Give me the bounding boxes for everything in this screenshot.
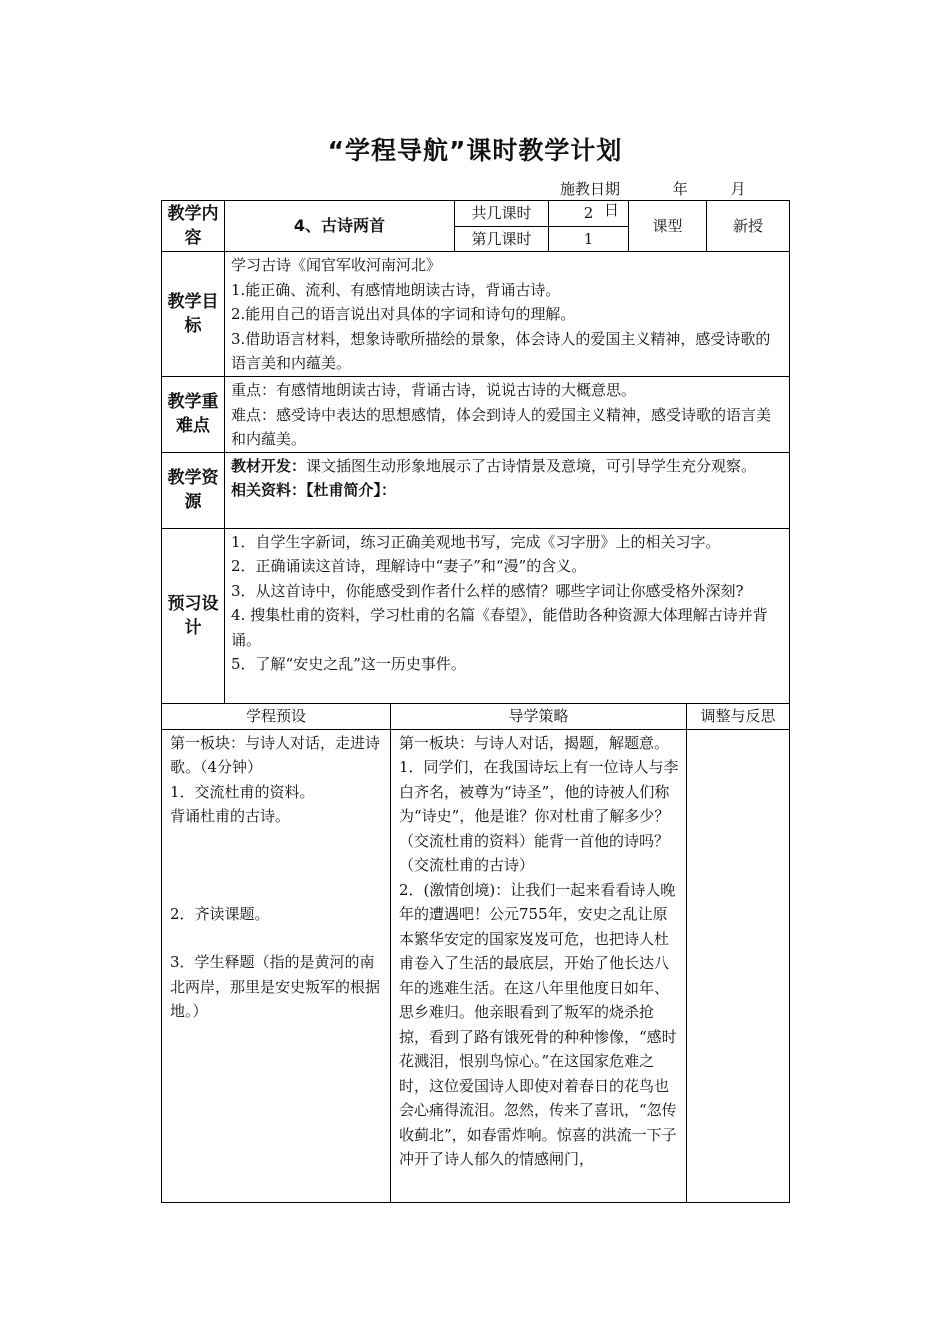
date-day: 日 bbox=[604, 201, 620, 219]
goals-line: 3.借助语言材料，想象诗歌所描绘的景象，体会诗人的爱国主义精神，感受诗歌的语言美和内蕴美。 bbox=[231, 329, 771, 372]
preview-line: 2．正确诵读这首诗，理解诗中“妻子”和“漫”的含义。 bbox=[231, 557, 587, 575]
lesson-no-label: 第几课时 bbox=[455, 226, 549, 252]
preview-label: 预习设计 bbox=[162, 528, 225, 703]
key-point-line: 难点：感受诗中表达的思想感情，体会到诗人的爱国主义精神，感受诗歌的语言美和内蕴美。 bbox=[231, 405, 772, 448]
preview-line: 1．自学生字新词，练习正确美观地书写，完成《习字册》上的相关习字。 bbox=[231, 532, 721, 551]
teacher-para: 1．同学们，在我国诗坛上有一位诗人与李白齐名，被尊为“诗圣”，他的诗被人们称为“诗史”，他是谁？你对杜甫了解多少？（交流杜甫的资料）能背一首他的诗吗？（交流杜甫的古诗） bbox=[399, 758, 679, 874]
key-points-content bbox=[225, 377, 790, 453]
related-label: 相关资料： bbox=[231, 481, 307, 499]
material-text: 课文插图生动形象地展示了古诗情景及意境，可引导学生充分观察。 bbox=[306, 456, 757, 475]
column-reflection-header: 调整与反思 bbox=[687, 704, 790, 730]
goals-line: 1.能正确、流利、有感情地朗读古诗，背诵古诗。 bbox=[231, 280, 561, 299]
key-points-label: 教学重难点 bbox=[162, 377, 225, 453]
teacher-para: 2．(激情创境)：让我们一起来看看诗人晚年的遭遇吧！公元755年，安史之乱让原本繁华安定的国家岌岌可危，也把诗人杜甫卷入了生活的最底层，开始了他长达八年的逃难生活。在这八年里他度日如年、思乡难归。他亲眼看到了叛军的烧杀抢掠，看到了路有饿死骨的种种惨像，“感时花溅泪，恨别鸟惊心。”在这国家危难之时，这位爱国诗人即使对着春日的花鸟也会心痛得流泪。忽然，传来了喜讯，“忽传收蓟北”，如春雷炸响。惊喜的洪流一下子冲开了诗人郁久的情感闸门， bbox=[399, 880, 677, 1168]
page-title: “学程导航”课时教学计划 bbox=[327, 136, 623, 165]
related-text: 【杜甫简介】： bbox=[306, 481, 397, 499]
teacher-column bbox=[391, 729, 687, 1202]
student-column bbox=[162, 729, 391, 1202]
total-lessons-label: 共几课时 bbox=[455, 201, 549, 227]
goals-label: 教学目标 bbox=[162, 252, 225, 377]
preview-line: 5．了解“安史之乱”这一历史事件。 bbox=[231, 655, 466, 673]
resources-content bbox=[225, 452, 790, 528]
type-value: 新授 bbox=[707, 201, 790, 252]
student-para: 背诵杜甫的古诗。 bbox=[170, 807, 291, 825]
student-para: 3．学生释题（指的是黄河的南北两岸，那里是安史叛军的根据地。） bbox=[170, 953, 381, 1020]
material-label: 教材开发： bbox=[231, 456, 307, 475]
goals-line: 2.能用自己的语言说出对具体的字词和诗句的理解。 bbox=[231, 305, 576, 323]
column-teacher-header: 导学策略 bbox=[391, 704, 687, 730]
lesson-no-value: 1 bbox=[549, 226, 629, 252]
student-para: 2．齐读课题。 bbox=[170, 904, 270, 923]
reflection-column bbox=[687, 729, 790, 1202]
preview-line: 3．从这首诗中，你能感受到作者什么样的感情？哪些字词让你感受格外深刻? bbox=[231, 581, 744, 600]
student-para: 1．交流杜甫的资料。 bbox=[170, 782, 315, 801]
column-student-header: 学程预设 bbox=[162, 704, 391, 730]
type-label: 课型 bbox=[629, 201, 707, 252]
plan-header-table bbox=[161, 200, 790, 704]
teacher-para: 第一板块：与诗人对话，揭题，解题意。 bbox=[399, 733, 670, 752]
student-para: 第一板块：与诗人对话，走进诗歌。（4分钟） bbox=[170, 733, 381, 776]
total-lessons-value: 2 bbox=[549, 201, 629, 227]
goals-content bbox=[225, 252, 790, 377]
resources-label: 教学资源 bbox=[162, 452, 225, 528]
preview-line: 4. 搜集杜甫的资料，学习杜甫的名篇《春望》，能借助各种资源大体理解古诗并背诵。 bbox=[231, 606, 768, 649]
date-year: 年 bbox=[672, 180, 688, 198]
preview-content bbox=[225, 528, 790, 703]
lesson-title: 4、古诗两首 bbox=[225, 201, 455, 252]
content-label: 教学内容 bbox=[162, 201, 225, 252]
date-month: 月 bbox=[730, 180, 746, 198]
goals-line: 学习古诗《闻官军收河南河北》 bbox=[231, 256, 442, 274]
key-point-line: 重点：有感情地朗读古诗，背诵古诗，说说古诗的大概意思。 bbox=[231, 381, 637, 399]
process-table bbox=[161, 703, 790, 1203]
date-label: 施教日期 bbox=[560, 180, 621, 198]
